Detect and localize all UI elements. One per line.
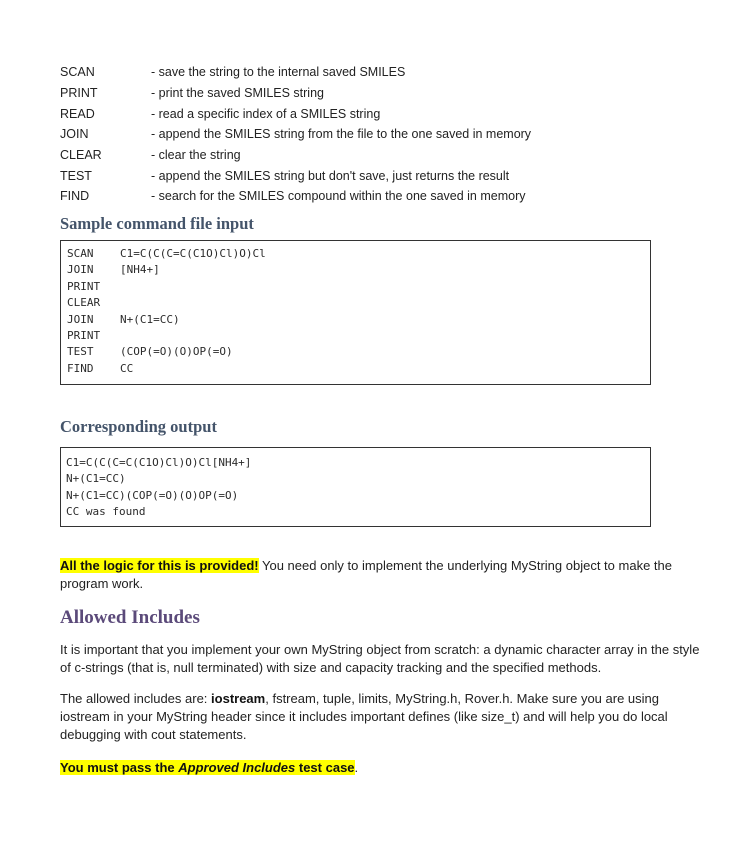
output-line: CC was found xyxy=(66,505,146,519)
allowed-includes-paragraph xyxy=(60,690,700,744)
code-argument: N+(C1=CC) xyxy=(120,312,180,326)
code-command: CLEAR xyxy=(67,296,101,310)
command-name: JOIN xyxy=(60,127,89,142)
command-name: PRINT xyxy=(60,86,98,101)
requirement-prefix: You must pass the xyxy=(60,760,179,775)
code-command: JOIN xyxy=(67,263,94,277)
command-name: FIND xyxy=(60,189,90,204)
logic-provided-paragraph xyxy=(60,557,700,593)
paragraph-text: You need only to implement the underlying MyString object to make the program work. xyxy=(60,558,672,591)
paragraph-lead: The allowed includes are: xyxy=(60,691,212,706)
code-line xyxy=(67,295,645,311)
command-description: - append the SMILES string from the file to the one saved in memory xyxy=(151,127,532,142)
requirement-suffix: test case xyxy=(295,760,355,775)
command-row xyxy=(60,124,531,145)
code-line xyxy=(67,279,645,295)
code-line xyxy=(67,361,645,377)
code-command: PRINT xyxy=(67,279,101,293)
mystring-requirement-paragraph: It is important that you implement your own MyString object from scratch: a dynamic character array in the style of c-strings (that is, null terminated) with size and capacity tracking and the specified methods. xyxy=(60,642,700,675)
code-command: TEST xyxy=(67,345,94,359)
command-description: - read a specific index of a SMILES string xyxy=(151,106,381,121)
bold-include-name: iostream xyxy=(211,691,266,706)
command-row xyxy=(60,83,531,104)
code-argument: [NH4+] xyxy=(120,263,160,277)
code-command: PRINT xyxy=(67,328,101,342)
code-argument: CC xyxy=(120,361,134,375)
output-line: N+(C1=CC)(COP(=O)(O)OP(=O) xyxy=(66,488,239,502)
command-row xyxy=(60,145,531,166)
command-name: TEST xyxy=(60,168,92,183)
command-description: - save the string to the internal saved SMILES xyxy=(151,65,406,80)
paragraph-text: , fstream, tuple, limits, MyString.h, Rover.h. Make sure you are using iostream in your MyString header since it includes important defines (like size_t) and will help you do local debugging with cout statements. xyxy=(60,691,668,742)
sample-input-heading: Sample command file input xyxy=(60,214,254,233)
command-description: - print the saved SMILES string xyxy=(151,86,324,101)
sample-input-code-block xyxy=(60,240,651,385)
code-line xyxy=(67,312,645,328)
test-case-name: Approved Includes xyxy=(178,760,296,775)
command-row xyxy=(60,103,531,124)
command-name: CLEAR xyxy=(60,148,102,163)
output-line: C1=C(C(C=C(C1O)Cl)O)Cl[NH4+] xyxy=(66,456,252,469)
highlighted-requirement xyxy=(60,760,355,775)
command-description: - search for the SMILES compound within the one saved in memory xyxy=(151,189,526,204)
command-description: - append the SMILES string but don't save, just returns the result xyxy=(151,168,510,183)
command-name: SCAN xyxy=(60,65,95,80)
command-row xyxy=(60,165,531,186)
code-line xyxy=(67,262,645,278)
code-argument: (COP(=O)(O)OP(=O) xyxy=(120,345,233,359)
code-line xyxy=(67,328,645,344)
code-command: SCAN xyxy=(67,247,94,260)
trailing-period: . xyxy=(354,760,359,775)
corresponding-output-heading: Corresponding output xyxy=(60,417,217,436)
code-command: FIND xyxy=(67,361,94,375)
approved-includes-requirement xyxy=(60,759,700,777)
command-description: - clear the string xyxy=(151,148,241,163)
output-code-block xyxy=(60,447,651,527)
command-name: READ xyxy=(60,106,95,121)
code-command: JOIN xyxy=(67,312,94,326)
allowed-includes-heading: Allowed Includes xyxy=(60,607,200,628)
command-row xyxy=(60,62,531,83)
code-line xyxy=(67,344,645,360)
command-table xyxy=(60,62,531,207)
output-line: N+(C1=CC) xyxy=(66,472,126,486)
code-line xyxy=(67,246,645,262)
command-row xyxy=(60,186,531,207)
code-argument: C1=C(C(C=C(C1O)Cl)O)Cl xyxy=(120,247,266,260)
highlighted-note: All the logic for this is provided! xyxy=(60,558,259,573)
